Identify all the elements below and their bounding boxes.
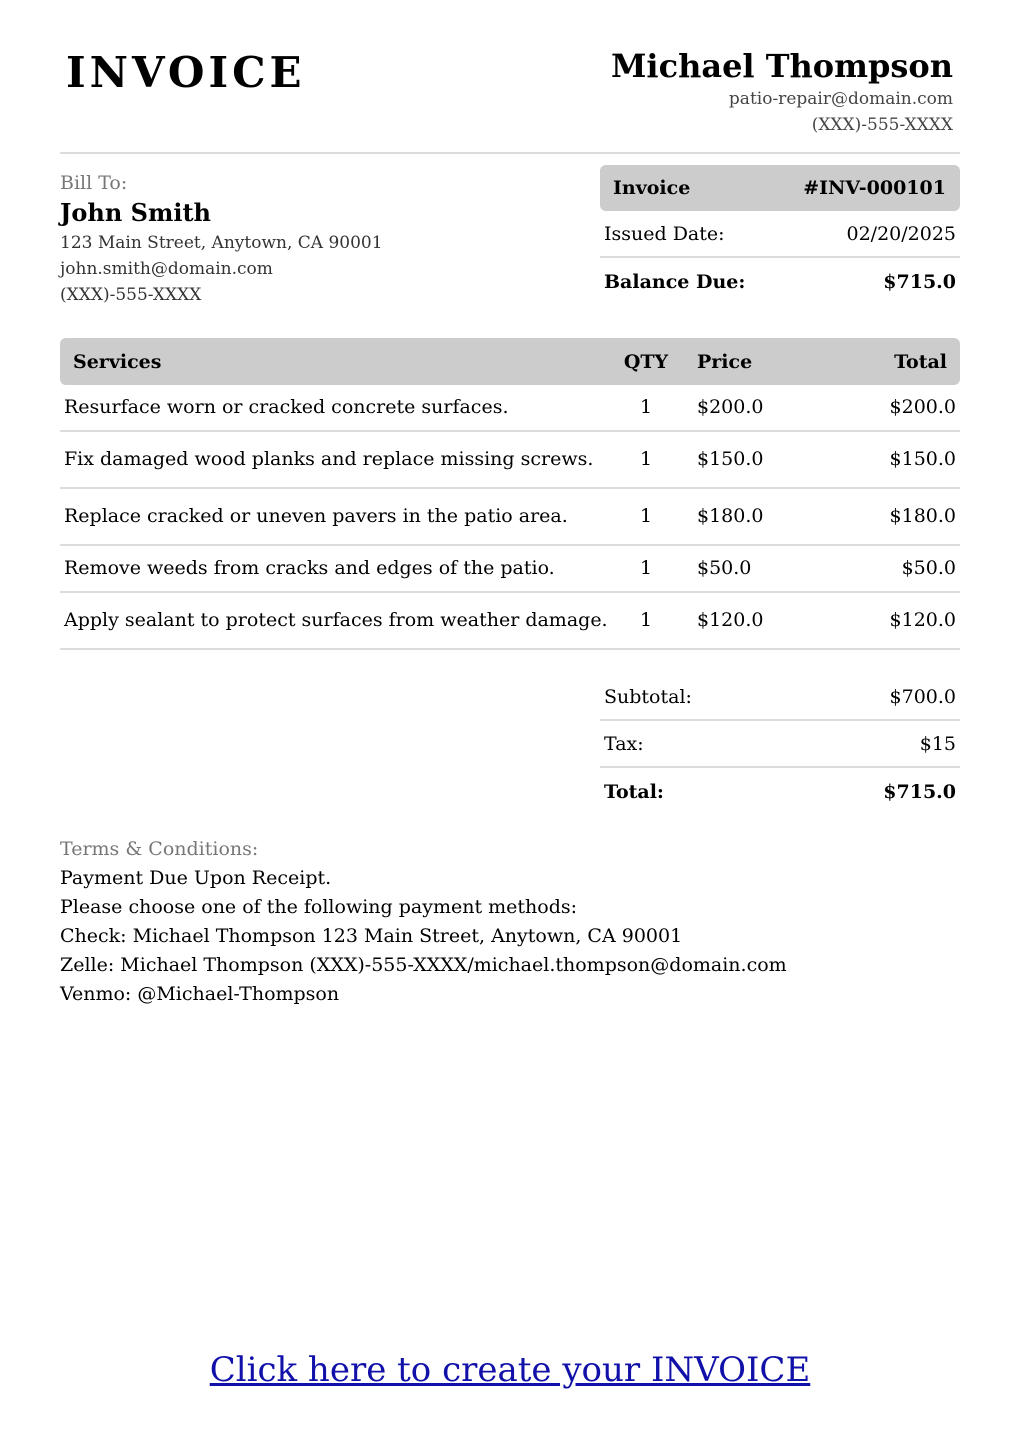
table-row — [60, 385, 960, 432]
column-header-services: Services — [73, 350, 162, 373]
client-name: John Smith — [60, 198, 211, 227]
tax-label: Tax: — [604, 732, 644, 755]
service-qty: 1 — [639, 609, 653, 631]
grand-total-row — [600, 768, 960, 815]
bill-to-block — [60, 170, 383, 308]
service-total: $50.0 — [901, 557, 956, 579]
company-email: patio-repair@domain.com — [728, 89, 953, 109]
grand-total-value: $715.0 — [883, 780, 956, 803]
service-total: $120.0 — [889, 609, 956, 631]
terms-line: Please choose one of the following payment methods: — [60, 896, 578, 918]
document-title: INVOICE — [66, 48, 306, 97]
service-description: Resurface worn or cracked concrete surfaces. — [64, 396, 509, 418]
subtotal-row — [600, 674, 960, 721]
invoice-label: Invoice — [613, 177, 691, 199]
service-qty: 1 — [639, 505, 653, 527]
service-price: $180.0 — [697, 505, 764, 527]
service-price: $120.0 — [697, 609, 764, 631]
bill-to-label: Bill To: — [60, 172, 128, 194]
table-row — [60, 593, 960, 650]
column-header-qty: QTY — [623, 350, 669, 373]
table-row — [60, 432, 960, 489]
services-table — [60, 338, 960, 650]
create-invoice-link[interactable]: Click here to create your INVOICE — [209, 1350, 811, 1390]
column-header-price: Price — [697, 350, 753, 373]
client-address: 123 Main Street, Anytown, CA 90001 — [60, 233, 383, 253]
terms-line: Venmo: @Michael-Thompson — [60, 983, 340, 1005]
tax-value: $15 — [919, 732, 956, 755]
service-description: Apply sealant to protect surfaces from weather damage. — [64, 609, 608, 631]
service-description: Remove weeds from cracks and edges of the patio. — [64, 557, 555, 579]
invoice-number: #INV-000101 — [803, 177, 946, 199]
balance-due-label: Balance Due: — [604, 270, 746, 293]
service-description: Replace cracked or uneven pavers in the patio area. — [64, 505, 568, 527]
grand-total-label: Total: — [604, 780, 664, 803]
invoice-number-header — [600, 165, 960, 211]
table-row — [60, 546, 960, 593]
terms-line: Payment Due Upon Receipt. — [60, 867, 332, 889]
company-info — [611, 46, 953, 138]
service-price: $200.0 — [697, 396, 764, 418]
invoice-page — [60, 0, 960, 1005]
service-total: $150.0 — [889, 448, 956, 470]
service-description: Fix damaged wood planks and replace missing screws. — [64, 448, 594, 470]
terms-section — [60, 834, 787, 1009]
invoice-meta-box — [600, 165, 960, 305]
service-total: $180.0 — [889, 505, 956, 527]
service-qty: 1 — [639, 448, 653, 470]
terms-label: Terms & Conditions: — [60, 838, 259, 860]
issued-date-row — [600, 211, 960, 258]
subtotal-value: $700.0 — [889, 685, 956, 708]
billing-info-section — [60, 154, 960, 338]
company-phone: (XXX)-555-XXXX — [811, 115, 953, 135]
client-email: john.smith@domain.com — [60, 259, 273, 279]
services-table-header — [60, 338, 960, 385]
service-total: $200.0 — [889, 396, 956, 418]
create-invoice-cta — [0, 1350, 1020, 1390]
service-price: $50.0 — [697, 557, 752, 579]
table-row — [60, 489, 960, 546]
service-qty: 1 — [639, 396, 653, 418]
client-phone: (XXX)-555-XXXX — [60, 285, 202, 305]
terms-line: Zelle: Michael Thompson (XXX)-555-XXXX/michael.thompson@domain.com — [60, 954, 787, 976]
terms-line: Check: Michael Thompson 123 Main Street, Anytown, CA 90001 — [60, 925, 683, 947]
issued-date-value: 02/20/2025 — [846, 222, 956, 245]
tax-row — [600, 721, 960, 768]
invoice-header — [60, 0, 960, 154]
balance-due-row — [600, 258, 960, 305]
company-name: Michael Thompson — [611, 47, 953, 85]
balance-due-value: $715.0 — [883, 270, 956, 293]
totals-summary — [600, 674, 960, 815]
issued-date-label: Issued Date: — [604, 222, 725, 245]
subtotal-label: Subtotal: — [604, 685, 692, 708]
service-price: $150.0 — [697, 448, 764, 470]
service-qty: 1 — [639, 557, 653, 579]
column-header-total: Total — [894, 350, 947, 373]
